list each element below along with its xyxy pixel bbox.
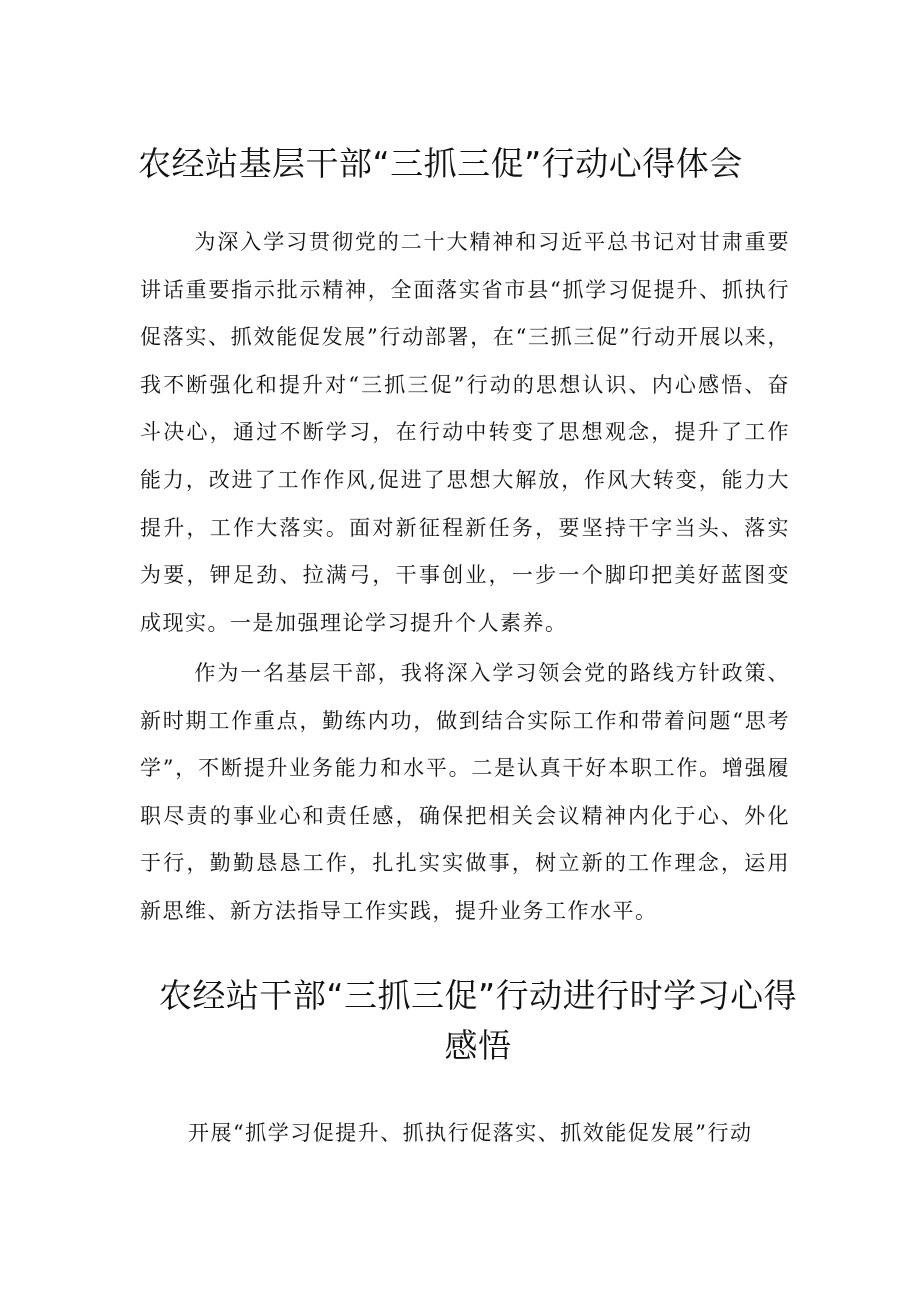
body-paragraph-3: 开展“抓学习促提升、抓执行促落实、抓效能促发展”行动 bbox=[188, 1121, 753, 1145]
article-title-2-line-2: 感悟 bbox=[444, 1026, 512, 1065]
article-title-2 bbox=[138, 971, 818, 1071]
body-paragraph-1: 为深入学习贯彻党的二十大精神和习近平总书记对甘肃重要讲话重要指示批示精神，全面落实省市县“抓学习促提升、抓执行促落实、抓效能促发展”行动部署，在“三抓三促”行动开展以来，我不断强化和提升对“三抓三促”行动的思想认识、内心感悟、奋斗决心，通过不断学习，在行动中转变了思想观念，提升了工作能力，改进了工作作风,促进了思想大解放，作风大转变，能力大提升，工作大落实。面对新征程新任务，要坚持干字当头、落实为要，钾足劲、拉满弓，干事创业，一步一个脚印把美好蓝图变成现实。一是加强理论学习提升个人素养。 bbox=[140, 230, 790, 635]
article-title-2-line-1: 农经站干部“三抓三促”行动进行时学习心得 bbox=[158, 976, 798, 1015]
article-title-1: 农经站基层干部“三抓三促”行动心得体会 bbox=[138, 144, 743, 183]
body-paragraph-2: 作为一名基层干部，我将深入学习领会党的路线方针政策、新时期工作重点，勤练内功，做到结合实际工作和带着问题“思考学”，不断提升业务能力和水平。二是认真干好本职工作。增强履职尽责的事业心和责任感，确保把相关会议精神内化于心、外化于行，勤勤恳恳工作，扎扎实实做事，树立新的工作理念，运用新思维、新方法指导工作实践，提升业务工作水平。 bbox=[140, 661, 790, 923]
